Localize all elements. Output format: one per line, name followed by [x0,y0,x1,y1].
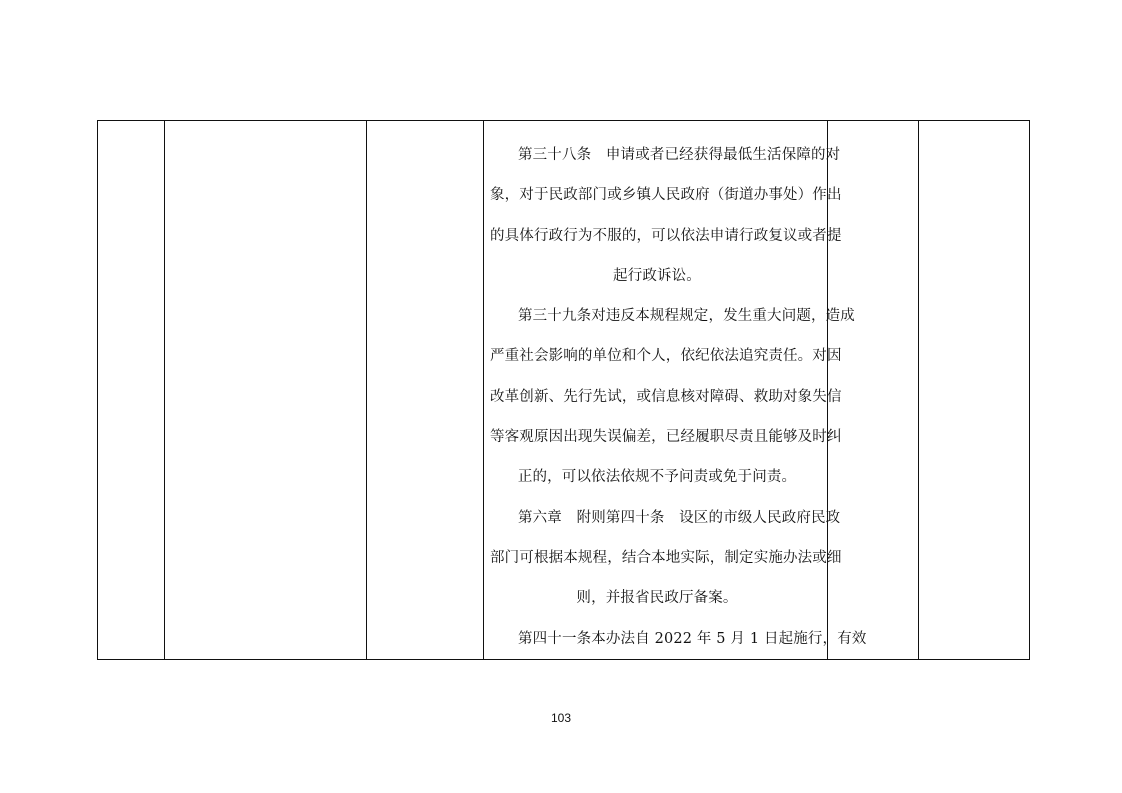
article-41 [490,619,867,659]
text-line: 的具体行政行为不服的，可以依法申请行政复议或者提 [490,227,842,244]
text-line: 第三十九条对违反本规程规定，发生重大问题，造成 [518,308,855,325]
article-38 [490,135,842,296]
text-line: 等客观原因出现失误偏差，已经履职尽责且能够及时纠 [490,429,842,446]
text-line: 严重社会影响的单位和个人，依纪依法追究责任。对因 [490,348,842,365]
text-line: 第三十八条 申请或者已经获得最低生活保障的对 [518,147,841,163]
content-table [97,120,1030,660]
table-cell-col-1 [98,121,165,660]
text-line: 则，并报省民政厅备案。 [576,590,738,607]
article-39 [490,296,855,497]
table-cell-col-6 [919,121,1030,660]
table-cell-col-2 [165,121,367,660]
text-line: 部门可根据本规程，结合本地实际，制定实施办法或细 [490,549,842,566]
page-number: 103 [550,711,572,725]
text-line: 象，对于民政部门或乡镇人民政府（街道办事处）作出 [490,187,842,204]
table-cell-content [484,121,867,660]
text-line: 第四十一条本办法自 2022 年 5 月 1 日起施行，有效 [518,630,867,647]
text-line: 正的，可以依法依规不予问责或免于问责。 [517,469,797,486]
chapter-6-article-40 [490,498,842,619]
table-row [98,121,1030,660]
table-cell-col-3 [367,121,484,660]
text-line: 改革创新、先行先试，或信息核对障碍、救助对象失信 [490,388,842,405]
text-line: 第六章 附则第四十条 设区的市级人民政府民政 [518,509,841,526]
text-line: 起行政诉讼。 [613,267,701,284]
regulation-text [484,121,867,659]
